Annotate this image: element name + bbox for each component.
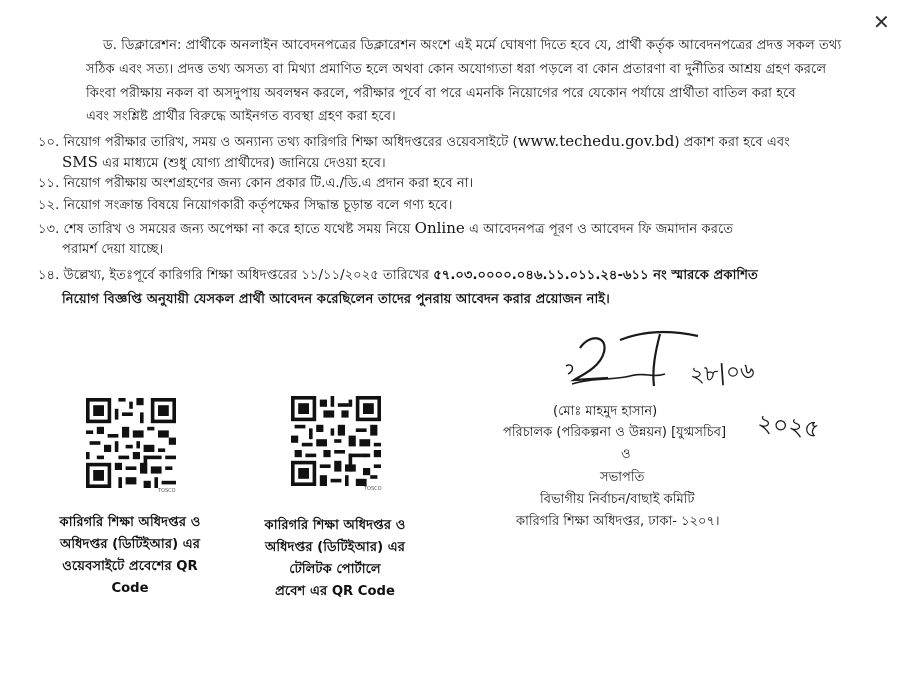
online-text: Online (414, 219, 465, 237)
signatory-role: সভাপতি (600, 470, 645, 485)
qr-caption-2-line-2: অধিদপ্তর (ডিটিইআর) এর (264, 540, 406, 555)
qr-logo-text-1: TOSCO (158, 488, 176, 494)
qr-caption-1 (30, 512, 230, 600)
sms-text: SMS (62, 153, 98, 171)
qr-code-teletalk[interactable] (291, 396, 381, 486)
qr-caption-2-line-3: টেলিটক পোর্টালে (289, 562, 381, 577)
office-address: কারিগরি শিক্ষা অধিদপ্তর, ঢাকা- ১২০৭। (516, 514, 720, 529)
item-14-memo-ref: ৫৭.০৩.০০০০.০৪৬.১১.০১১.২৪-৬১১ নং স্মারকে প্রকাশিত (433, 268, 758, 283)
item-13-text-pre: ১৩. শেষ তারিখ ও সময়ের জন্য অপেক্ষা না করে হাতে যথেষ্ট সময় নিয়ে (38, 222, 415, 237)
qr-pattern-2 (291, 396, 381, 486)
handwritten-date: ২৮|০৬ (689, 358, 756, 389)
declaration-line-4: এবং সংশ্লিষ্ট প্রার্থীর বিরুদ্ধে আইনগত ব্যবস্থা গ্রহণ করা হবে। (86, 109, 396, 124)
declaration-line-2: সঠিক এবং সত্য। প্রদত্ত তথ্য অসত্য বা মিথ্যা প্রমাণিত হলে অথবা কোন অযোগ্যতা ধরা পড়লে বা কোন প্রতারণা বা দুর্নীতির আশ্রয় গ্রহণ করলে (86, 62, 827, 77)
handwritten-year: ২০২৫ (755, 408, 821, 444)
signatory-designation: পরিচালক (পরিকল্পনা ও উন্নয়ন) [যুগ্মসচিব] (503, 425, 727, 440)
committee-name: বিভাগীয় নির্বাচন/বাছাই কমিটি (540, 492, 695, 507)
item-10-line-2 (62, 152, 386, 174)
item-14-line-1 (38, 266, 758, 286)
qr-caption-1-line-2: অধিদপ্তর (ডিটিইআর) এর (59, 537, 201, 552)
item-10-line-1 (38, 131, 790, 153)
item-13-line-1 (38, 218, 733, 240)
item-10-text-pre: ১০. নিয়োগ পরীক্ষার তারিখ, সময় ও অন্যান্য তথ্য কারিগরি শিক্ষা অধিদপ্তরের ওয়েবসাইটে ( (38, 135, 518, 150)
item-13-line-2: পরামর্শ দেয়া যাচ্ছে। (62, 242, 164, 257)
qr-pattern-1 (86, 398, 176, 488)
qr-caption-1-line-1: কারিগরি শিক্ষা অধিদপ্তর ও (59, 515, 201, 530)
item-12: ১২. নিয়োগ সংক্রান্ত বিষয়ে নিয়োগকারী কর্তৃপক্ষের সিদ্ধান্ত চূড়ান্ত বলে গণ্য হবে। (38, 198, 453, 213)
qr-code-website[interactable] (86, 398, 176, 488)
item-14-line-2: নিয়োগ বিজ্ঞপ্তি অনুযায়ী যেসকল প্রার্থী আবেদন করেছিলেন তাদের পুনরায় আবেদন করার প্রয়োজন নাই। (62, 292, 610, 307)
item-13-text-post: এ আবেদনপত্র পূরণ ও আবেদন ফি জমাদান করতে (464, 222, 734, 237)
item-10-line-2-rest: এর মাধ্যমে (শুধু যোগ্য প্রার্থীদের) জানিয়ে দেওয়া হবে। (97, 156, 386, 171)
qr-caption-1-line-3: ওয়েবসাইটে প্রবেশের QR (62, 559, 198, 574)
item-14-text-pre: ১৪. উল্লেখ্য, ইতঃপূর্বে কারিগরি শিক্ষা অধিদপ্তরের ১১/১১/২০২৫ তারিখের (38, 268, 434, 283)
qr-caption-2 (235, 515, 435, 603)
qr-caption-2-line-1: কারিগরি শিক্ষা অধিদপ্তর ও (264, 518, 406, 533)
qr-caption-2-line-4: প্রবেশ এর QR Code (275, 584, 395, 599)
declaration-line-1: ড. ডিক্লারেশন: প্রার্থীকে অনলাইন আবেদনপত্রের ডিক্লারেশন অংশে এই মর্মে ঘোষণা দিতে হবে যে, প্রার্থী কর্তৃক আবেদনপত্রের প্রদত্ত সকল তথ্য (103, 38, 842, 53)
item-11: ১১. নিয়োগ পরীক্ষায় অংশগ্রহণের জন্য কোন প্রকার টি.এ./ডি.এ প্রদান করা হবে না। (38, 176, 474, 191)
corner-mark: ✕ (873, 10, 890, 34)
declaration-line-3: কিংবা পরীক্ষায় নকল বা অসদুপায় অবলম্বন করলে, পরীক্ষার পূর্বে বা পরে এমনকি নিয়োগের পরে যেকোন পর্যায়ে প্রার্থীতা বাতিল করা হবে (86, 86, 796, 101)
conjunction-text: ও (621, 447, 631, 462)
qr-logo-text-2: TOSCO (364, 486, 382, 492)
website-link[interactable]: www.techedu.gov.bd (517, 132, 675, 150)
item-10-text-post: ) প্রকাশ করা হবে এবং (674, 135, 790, 150)
qr-caption-1-line-4: Code (111, 581, 149, 596)
signatory-name: (মোঃ মাহমুদ হাসান) (553, 404, 658, 419)
